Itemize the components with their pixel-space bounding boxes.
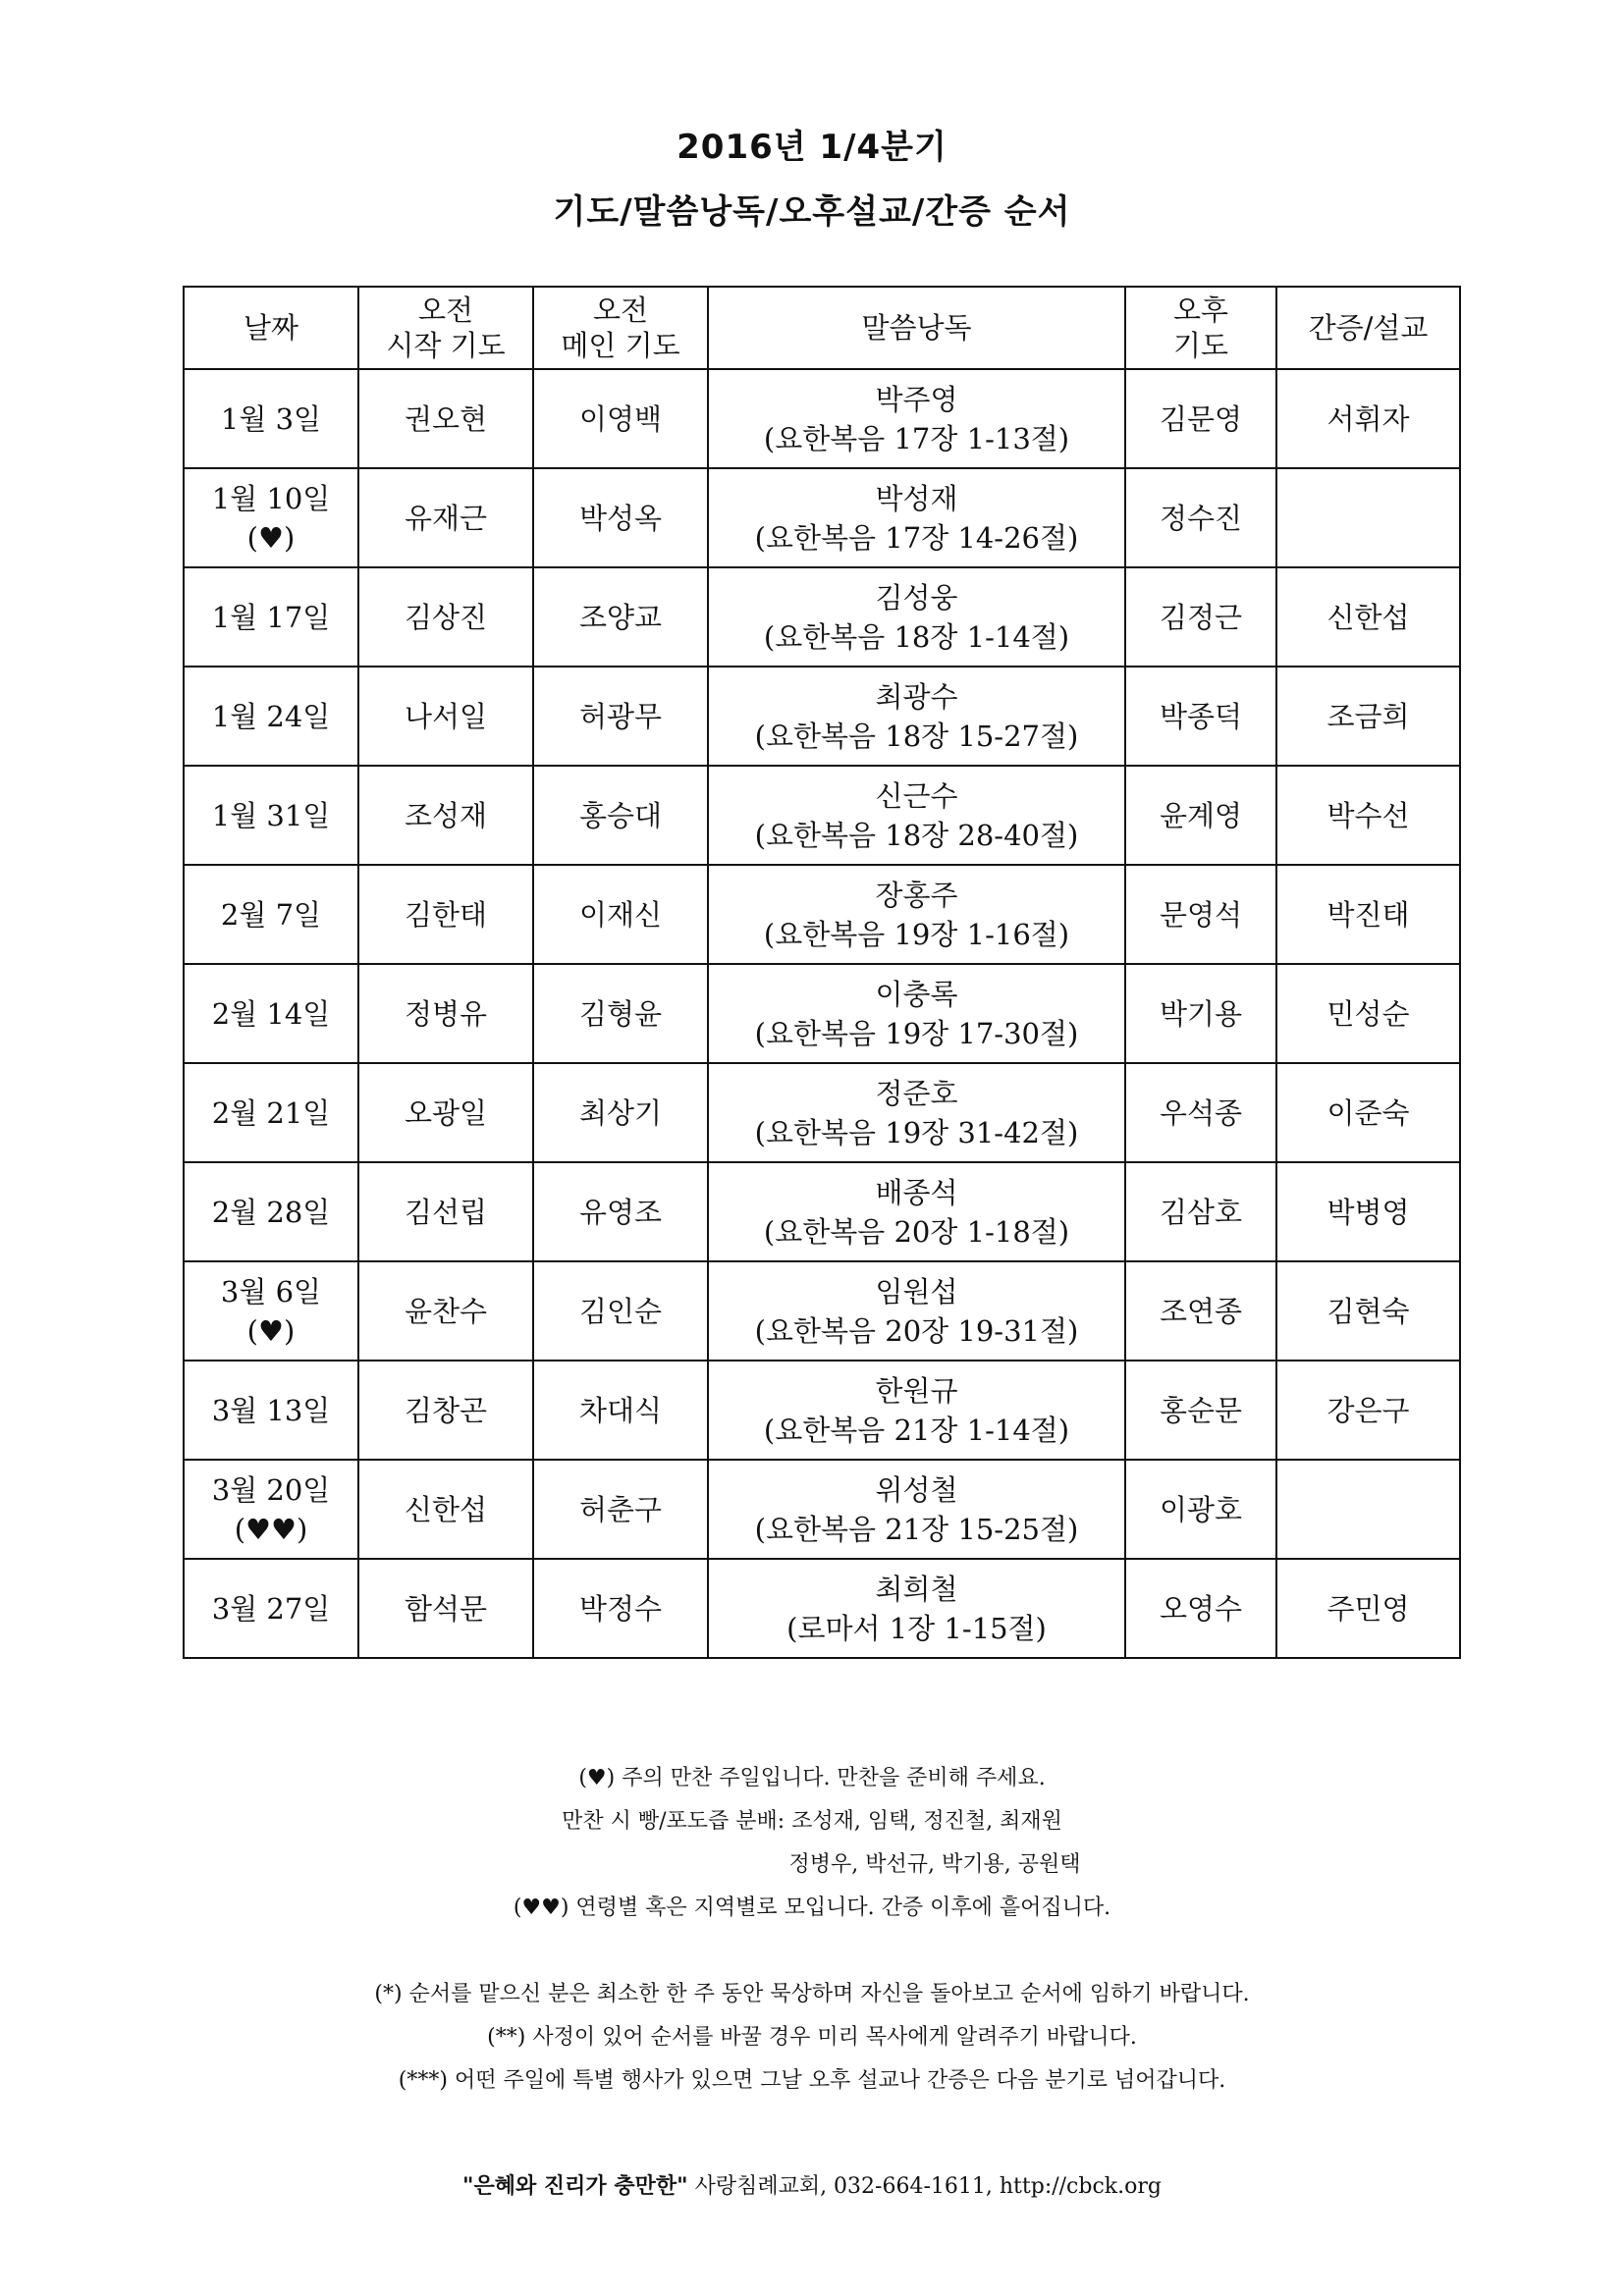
- scripture-reference: (요한복음 20장 1-18절): [763, 1214, 1070, 1249]
- scripture-reference: (요한복음 19장 31-42절): [754, 1115, 1079, 1149]
- heart-mark-icon: (♥): [246, 520, 296, 555]
- schedule-table: [183, 286, 1461, 1659]
- cell-pm-prayer: 오영수: [1125, 1559, 1276, 1658]
- cell-date: [184, 964, 358, 1063]
- reader-name: 임원섭: [875, 1274, 958, 1308]
- cell-date: [184, 1559, 358, 1658]
- cell-pm-prayer: 김정근: [1125, 567, 1276, 667]
- cell-reading: [708, 964, 1125, 1063]
- cell-pm-prayer: 김문영: [1125, 369, 1276, 468]
- cell-pm-prayer: 박종덕: [1125, 667, 1276, 766]
- cell-am-start-prayer: 김선립: [358, 1162, 533, 1261]
- cell-pm-prayer: 문영석: [1125, 865, 1276, 964]
- note-star3: (***) 어떤 주일에 특별 행사가 있으면 그날 오후 설교나 간증은 다음 분기로 넘어갑니다.: [398, 2068, 1226, 2093]
- table-row: [184, 567, 1460, 667]
- reader-name: 장홍주: [875, 878, 958, 912]
- cell-date: [184, 1460, 358, 1559]
- document-subtitle: 기도/말씀낭독/오후설교/간증 순서: [553, 192, 1071, 232]
- cell-reading: [708, 667, 1125, 766]
- cell-testimony: 주민영: [1276, 1559, 1460, 1658]
- scripture-reference: (요한복음 21장 15-25절): [754, 1512, 1079, 1546]
- note-bread2: 정병우, 박선규, 박기용, 공원택: [788, 1852, 1081, 1877]
- cell-am-start-prayer: 김한태: [358, 865, 533, 964]
- header-pm-line2: 기도: [1172, 329, 1229, 362]
- reader-name: 최희철: [875, 1572, 958, 1606]
- cell-date: [184, 865, 358, 964]
- cell-am-main-prayer: 조양교: [533, 567, 708, 667]
- cell-am-main-prayer: 허광무: [533, 667, 708, 766]
- date-text: 3월 27일: [211, 1591, 331, 1626]
- date-text: 1월 3일: [220, 401, 322, 436]
- scripture-reference: (요한복음 19장 17-30절): [754, 1016, 1079, 1050]
- cell-date: [184, 766, 358, 865]
- date-text: 2월 14일: [211, 996, 331, 1031]
- cell-testimony: 이준숙: [1276, 1063, 1460, 1162]
- cell-reading: [708, 567, 1125, 667]
- cell-testimony: 박진태: [1276, 865, 1460, 964]
- heart-mark-icon: (♥): [246, 1313, 296, 1348]
- date-text: 1월 10일: [211, 481, 331, 515]
- date-text: 1월 17일: [211, 600, 331, 634]
- cell-am-start-prayer: 김상진: [358, 567, 533, 667]
- note-bread1: 만찬 시 빵/포도즙 분배: 조성재, 임택, 정진철, 최재원: [562, 1809, 1062, 1834]
- note-heart1: (♥) 주의 만찬 주일입니다. 만찬을 준비해 주세요.: [578, 1766, 1046, 1790]
- cell-date: [184, 667, 358, 766]
- cell-pm-prayer: 이광호: [1125, 1460, 1276, 1559]
- cell-testimony: 박수선: [1276, 766, 1460, 865]
- cell-date: [184, 1361, 358, 1460]
- cell-reading: [708, 865, 1125, 964]
- cell-testimony: 민성순: [1276, 964, 1460, 1063]
- reader-name: 위성철: [875, 1472, 958, 1507]
- note-heart2: (♥♥) 연령별 혹은 지역별로 모입니다. 간증 이후에 흩어집니다.: [513, 1896, 1111, 1920]
- date-text: 3월 20일: [211, 1472, 331, 1507]
- schedule-body: [184, 369, 1460, 1658]
- table-row: [184, 766, 1460, 865]
- cell-pm-prayer: 윤계영: [1125, 766, 1276, 865]
- cell-am-main-prayer: 박성옥: [533, 468, 708, 567]
- cell-testimony: 강은구: [1276, 1361, 1460, 1460]
- cell-am-start-prayer: 오광일: [358, 1063, 533, 1162]
- cell-reading: [708, 1063, 1125, 1162]
- header-date: 날짜: [184, 287, 358, 369]
- header-am-main: [533, 287, 708, 369]
- cell-am-start-prayer: 신한섭: [358, 1460, 533, 1559]
- date-text: 2월 28일: [211, 1195, 331, 1229]
- rules-section: [0, 1973, 1624, 2103]
- cell-pm-prayer: 김삼호: [1125, 1162, 1276, 1261]
- header-am-start: [358, 287, 533, 369]
- header-am-main-line2: 메인 기도: [561, 329, 680, 362]
- cell-am-start-prayer: 윤찬수: [358, 1261, 533, 1361]
- cell-reading: [708, 1460, 1125, 1559]
- scripture-reference: (요한복음 21장 1-14절): [763, 1413, 1070, 1447]
- cell-testimony: 서휘자: [1276, 369, 1460, 468]
- note-star2: (**) 사정이 있어 순서를 바꿀 경우 미리 목사에게 알려주기 바랍니다.: [487, 2025, 1137, 2050]
- scripture-reference: (요한복음 19장 1-16절): [763, 917, 1070, 951]
- scripture-reference: (요한복음 18장 28-40절): [754, 818, 1079, 852]
- scripture-reference: (요한복음 18장 1-14절): [763, 619, 1070, 654]
- cell-am-main-prayer: 김형윤: [533, 964, 708, 1063]
- table-row: [184, 1460, 1460, 1559]
- table-row: [184, 1063, 1460, 1162]
- cell-pm-prayer: 홍순문: [1125, 1361, 1276, 1460]
- cell-am-main-prayer: 김인순: [533, 1261, 708, 1361]
- cell-am-start-prayer: 유재근: [358, 468, 533, 567]
- table-row: [184, 1559, 1460, 1658]
- cell-testimony: [1276, 1460, 1460, 1559]
- header-reading: 말씀낭독: [708, 287, 1125, 369]
- scripture-reference: (요한복음 17장 14-26절): [754, 520, 1079, 555]
- table-row: [184, 1162, 1460, 1261]
- footer-info: 사랑침례교회, 032-664-1611, http://cbck.org: [694, 2174, 1162, 2199]
- scripture-reference: (로마서 1장 1-15절): [786, 1611, 1047, 1645]
- cell-testimony: [1276, 468, 1460, 567]
- reader-name: 박주영: [875, 382, 958, 416]
- table-row: [184, 667, 1460, 766]
- date-text: 2월 7일: [220, 897, 322, 932]
- cell-date: [184, 468, 358, 567]
- cell-date: [184, 1162, 358, 1261]
- heart-mark-icon: (♥♥): [234, 1512, 308, 1546]
- table-row: [184, 1261, 1460, 1361]
- reader-name: 신근수: [875, 778, 958, 813]
- reader-name: 배종석: [875, 1175, 958, 1209]
- scripture-reference: (요한복음 20장 19-31절): [754, 1313, 1079, 1348]
- cell-testimony: 박병영: [1276, 1162, 1460, 1261]
- date-text: 3월 6일: [220, 1274, 322, 1308]
- table-row: [184, 468, 1460, 567]
- reader-name: 최광수: [875, 679, 958, 714]
- cell-reading: [708, 1361, 1125, 1460]
- notes-section: [0, 1757, 1624, 1930]
- date-text: 1월 31일: [211, 798, 331, 832]
- footer: [0, 2169, 1624, 2200]
- cell-am-main-prayer: 이영백: [533, 369, 708, 468]
- date-text: 2월 21일: [211, 1095, 331, 1130]
- cell-am-main-prayer: 홍승대: [533, 766, 708, 865]
- cell-pm-prayer: 우석종: [1125, 1063, 1276, 1162]
- scripture-reference: (요한복음 17장 1-13절): [763, 421, 1070, 455]
- cell-pm-prayer: 박기용: [1125, 964, 1276, 1063]
- document-title: 2016년 1/4분기: [677, 128, 947, 167]
- cell-am-start-prayer: 권오현: [358, 369, 533, 468]
- cell-date: [184, 567, 358, 667]
- cell-am-start-prayer: 정병유: [358, 964, 533, 1063]
- header-am-main-line1: 오전: [592, 294, 649, 327]
- header-am-start-line1: 오전: [417, 294, 474, 327]
- cell-reading: [708, 766, 1125, 865]
- table-row: [184, 865, 1460, 964]
- header-am-start-line2: 시작 기도: [386, 329, 506, 362]
- cell-am-main-prayer: 박정수: [533, 1559, 708, 1658]
- reader-name: 정준호: [875, 1076, 958, 1110]
- cell-am-start-prayer: 조성재: [358, 766, 533, 865]
- cell-reading: [708, 1261, 1125, 1361]
- cell-am-start-prayer: 김창곤: [358, 1361, 533, 1460]
- cell-am-main-prayer: 이재신: [533, 865, 708, 964]
- date-text: 1월 24일: [211, 699, 331, 733]
- table-row: [184, 369, 1460, 468]
- scripture-reference: (요한복음 18장 15-27절): [754, 719, 1079, 753]
- header-testimony: 간증/설교: [1276, 287, 1460, 369]
- cell-pm-prayer: 정수진: [1125, 468, 1276, 567]
- cell-am-main-prayer: 유영조: [533, 1162, 708, 1261]
- cell-reading: [708, 1559, 1125, 1658]
- date-text: 3월 13일: [211, 1393, 331, 1427]
- reader-name: 한원규: [875, 1373, 958, 1408]
- reader-name: 이충록: [875, 977, 958, 1011]
- table-row: [184, 964, 1460, 1063]
- cell-reading: [708, 468, 1125, 567]
- cell-reading: [708, 369, 1125, 468]
- table-row: [184, 1361, 1460, 1460]
- note-star1: (*) 순서를 맡으신 분은 최소한 한 주 동안 묵상하며 자신을 돌아보고 순서에 임하기 바랍니다.: [374, 1982, 1250, 2006]
- cell-pm-prayer: 조연종: [1125, 1261, 1276, 1361]
- reader-name: 김성웅: [875, 580, 958, 614]
- cell-testimony: 신한섭: [1276, 567, 1460, 667]
- header-pm: [1125, 287, 1276, 369]
- cell-date: [184, 369, 358, 468]
- cell-reading: [708, 1162, 1125, 1261]
- cell-am-start-prayer: 나서일: [358, 667, 533, 766]
- table-header-row: [184, 287, 1460, 369]
- cell-date: [184, 1063, 358, 1162]
- reader-name: 박성재: [875, 481, 958, 515]
- cell-am-main-prayer: 허춘구: [533, 1460, 708, 1559]
- header-pm-line1: 오후: [1172, 294, 1229, 327]
- cell-date: [184, 1261, 358, 1361]
- cell-testimony: 조금희: [1276, 667, 1460, 766]
- cell-am-start-prayer: 함석문: [358, 1559, 533, 1658]
- cell-am-main-prayer: 차대식: [533, 1361, 708, 1460]
- cell-am-main-prayer: 최상기: [533, 1063, 708, 1162]
- cell-testimony: 김현숙: [1276, 1261, 1460, 1361]
- footer-motto: "은혜와 진리가 충만한": [462, 2174, 688, 2199]
